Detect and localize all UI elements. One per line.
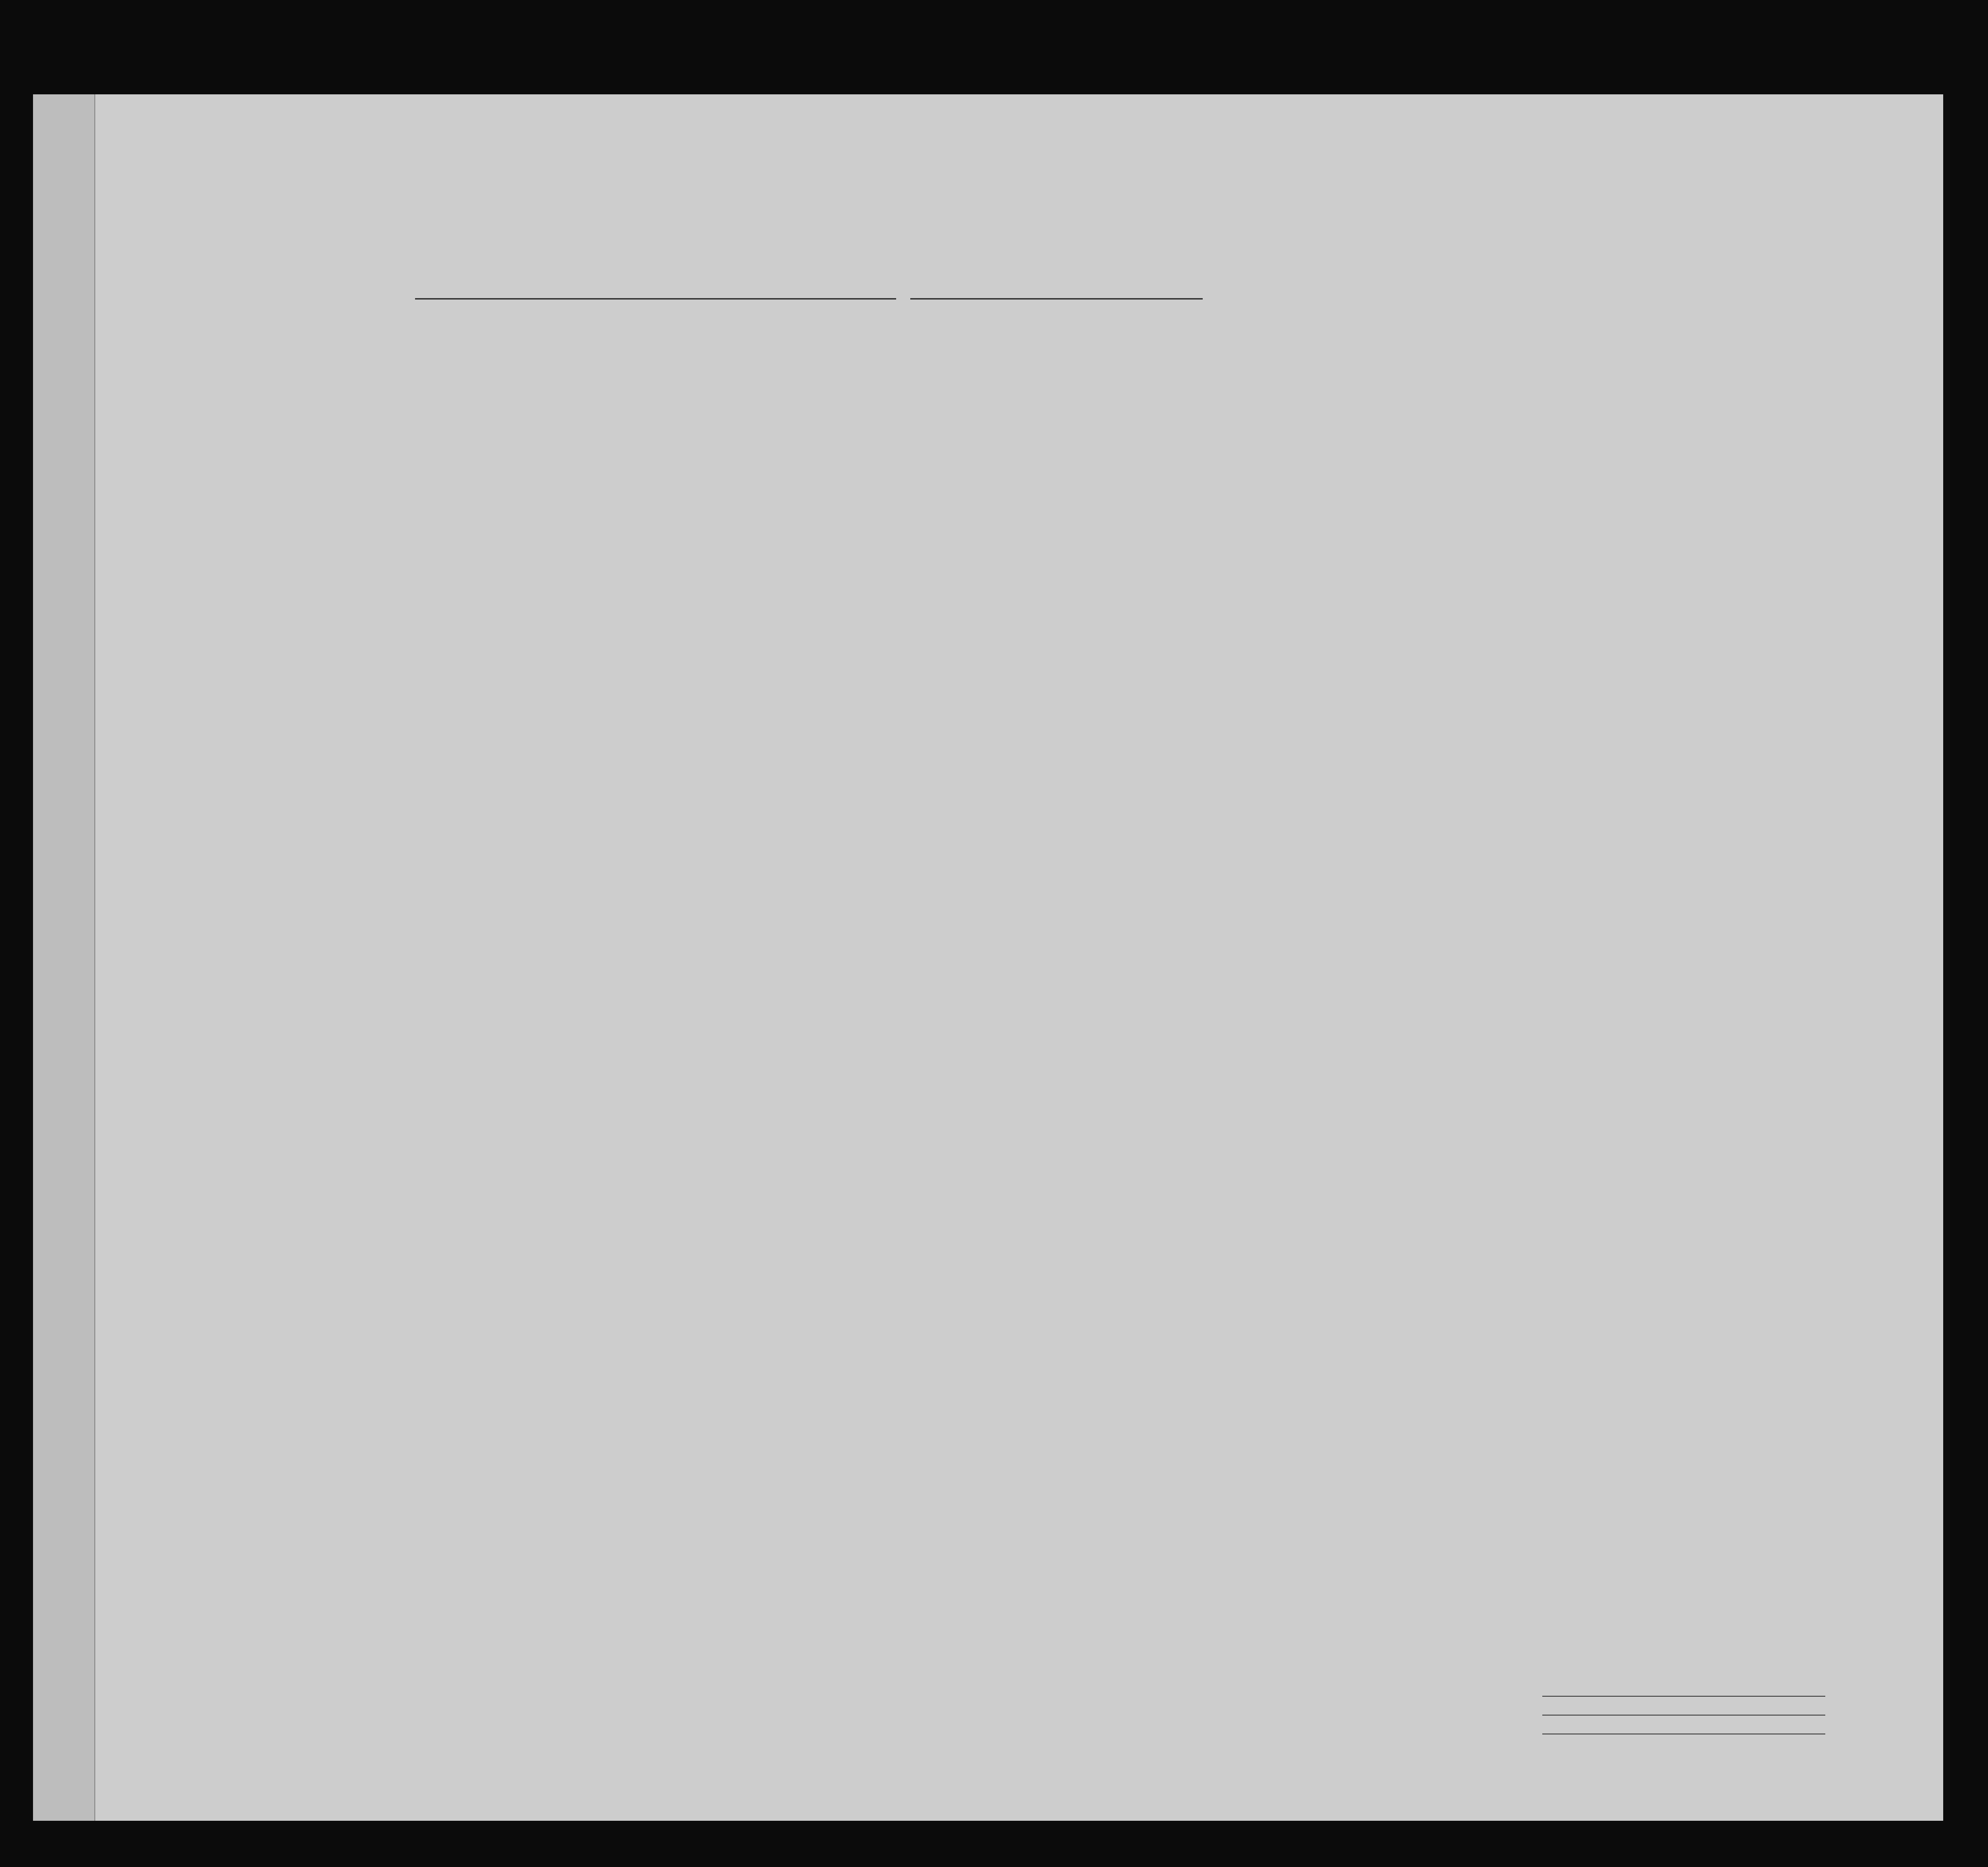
line-signature (1542, 1696, 1825, 1697)
port-underline (415, 298, 896, 300)
date-underline (910, 298, 1203, 300)
owners-signature (1542, 1715, 1825, 1716)
manifest-table (33, 311, 1943, 1821)
manifest-sheet (33, 94, 1943, 1821)
